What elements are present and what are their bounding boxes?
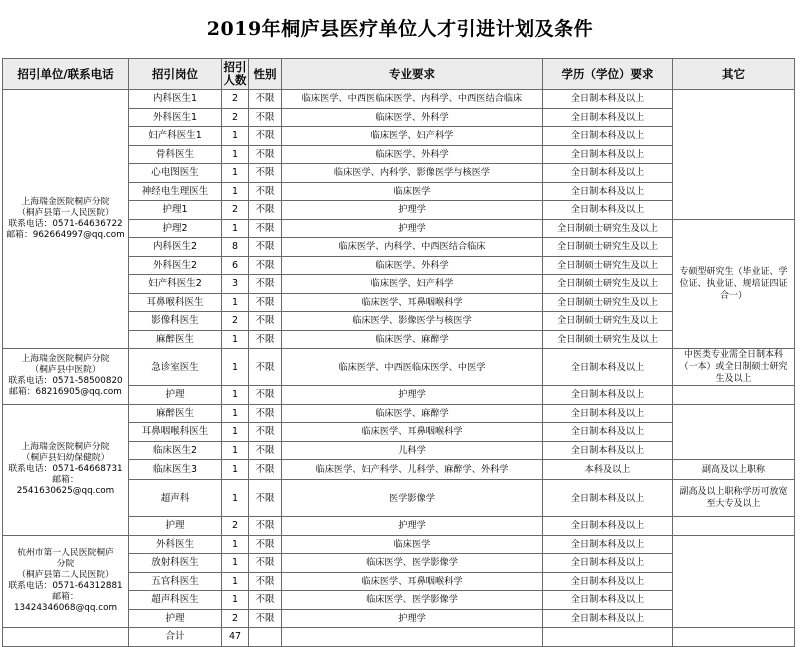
post-cell: 妇产科医生2 [129, 275, 222, 294]
edu-cell: 全日制本科及以上 [543, 517, 673, 536]
gender-cell: 不限 [249, 423, 282, 442]
gender-cell: 不限 [249, 404, 282, 423]
post-cell: 外科医生1 [129, 108, 222, 127]
other-cell [673, 535, 795, 628]
major-cell: 儿科学 [282, 441, 543, 460]
gender-cell: 不限 [249, 201, 282, 220]
post-cell: 护理2 [129, 219, 222, 238]
edu-cell: 全日制本科及以上 [543, 535, 673, 554]
post-cell: 急诊室医生 [129, 349, 222, 386]
gender-cell: 不限 [249, 164, 282, 183]
edu-cell: 全日制本科及以上 [543, 423, 673, 442]
gender-cell: 不限 [249, 535, 282, 554]
post-cell: 临床医生3 [129, 460, 222, 480]
gender-cell: 不限 [249, 256, 282, 275]
count-cell: 1 [222, 145, 249, 164]
post-cell: 内科医生1 [129, 90, 222, 109]
post-cell: 护理 [129, 609, 222, 628]
count-cell: 1 [222, 127, 249, 146]
post-cell: 超声科医生 [129, 591, 222, 610]
table-row [3, 535, 795, 554]
post-cell: 护理 [129, 517, 222, 536]
major-cell: 临床医学、中西医临床医学、中医学 [282, 349, 543, 386]
count-cell: 1 [222, 591, 249, 610]
count-cell: 2 [222, 90, 249, 109]
post-cell: 心电图医生 [129, 164, 222, 183]
count-cell: 1 [222, 164, 249, 183]
gender-cell: 不限 [249, 275, 282, 294]
count-cell: 1 [222, 554, 249, 573]
gender-cell: 不限 [249, 330, 282, 349]
recruitment-table [2, 58, 795, 647]
major-cell: 护理学 [282, 517, 543, 536]
major-cell: 临床医学、医学影像学 [282, 591, 543, 610]
edu-cell: 全日制本科及以上 [543, 441, 673, 460]
edu-cell: 全日制本科及以上 [543, 554, 673, 573]
major-cell: 护理学 [282, 609, 543, 628]
count-cell: 1 [222, 330, 249, 349]
table-row [3, 404, 795, 423]
count-cell: 1 [222, 480, 249, 517]
edu-cell: 全日制本科及以上 [543, 480, 673, 517]
gender-cell: 不限 [249, 609, 282, 628]
post-cell: 五官科医生 [129, 572, 222, 591]
total-label: 合计 [129, 628, 222, 647]
edu-cell: 全日制本科及以上 [543, 404, 673, 423]
gender-cell: 不限 [249, 386, 282, 405]
other-cell [673, 404, 795, 460]
post-cell: 超声科 [129, 480, 222, 517]
gender-cell: 不限 [249, 517, 282, 536]
edu-cell: 全日制本科及以上 [543, 572, 673, 591]
major-cell: 临床医学、麻醉学 [282, 330, 543, 349]
count-cell: 1 [222, 386, 249, 405]
post-cell: 临床医生2 [129, 441, 222, 460]
count-cell: 1 [222, 293, 249, 312]
edu-cell: 全日制本科及以上 [543, 145, 673, 164]
unit-cell: 杭州市第一人民医院桐庐 分院 （桐庐县第二人民医院） 联系电话：0571-64312881 邮箱：13424346068@qq.com [3, 535, 129, 628]
post-cell: 骨科医生 [129, 145, 222, 164]
edu-cell: 全日制本科及以上 [543, 591, 673, 610]
other-cell: 专硕型研究生（毕业证、学 位证、执业证、规培证四证 合一） [673, 219, 795, 349]
edu-cell: 全日制硕士研究生及以上 [543, 256, 673, 275]
count-cell: 6 [222, 256, 249, 275]
count-cell: 3 [222, 275, 249, 294]
post-cell: 外科医生 [129, 535, 222, 554]
gender-cell: 不限 [249, 591, 282, 610]
count-cell: 2 [222, 108, 249, 127]
post-cell: 护理 [129, 386, 222, 405]
count-cell: 1 [222, 572, 249, 591]
count-cell: 1 [222, 535, 249, 554]
header-unit: 招引单位/联系电话 [3, 59, 129, 90]
edu-cell: 全日制本科及以上 [543, 386, 673, 405]
gender-cell: 不限 [249, 108, 282, 127]
other-cell [673, 90, 795, 220]
edu-cell: 全日制本科及以上 [543, 182, 673, 201]
count-cell: 1 [222, 423, 249, 442]
gender-cell: 不限 [249, 219, 282, 238]
gender-cell: 不限 [249, 349, 282, 386]
post-cell: 放射科医生 [129, 554, 222, 573]
unit-cell: 上海瑞金医院桐庐分院 （桐庐县中医院） 联系电话：0571-58500820 邮箱：68216905@qq.com [3, 349, 129, 405]
header-other: 其它 [673, 59, 795, 90]
header-major: 专业要求 [282, 59, 543, 90]
header-gender: 性别 [249, 59, 282, 90]
gender-cell: 不限 [249, 145, 282, 164]
post-cell: 神经电生理医生 [129, 182, 222, 201]
gender-cell: 不限 [249, 238, 282, 257]
table-row [3, 349, 795, 386]
count-cell: 8 [222, 238, 249, 257]
major-cell: 临床医学、中西医临床医学、内科学、中西医结合临床 [282, 90, 543, 109]
header-count: 招引人数 [222, 59, 249, 90]
major-cell: 临床医学 [282, 535, 543, 554]
count-cell: 2 [222, 312, 249, 331]
count-cell: 1 [222, 182, 249, 201]
major-cell: 临床医学、麻醉学 [282, 404, 543, 423]
count-cell: 1 [222, 460, 249, 480]
count-cell: 1 [222, 349, 249, 386]
major-cell: 临床医学、内科学、影像医学与核医学 [282, 164, 543, 183]
major-cell: 护理学 [282, 386, 543, 405]
post-cell: 护理1 [129, 201, 222, 220]
edu-cell: 全日制硕士研究生及以上 [543, 312, 673, 331]
unit-cell: 上海瑞金医院桐庐分院 （桐庐县第一人民医院） 联系电话：0571-64636722 邮箱：962664997@qq.com [3, 90, 129, 349]
header-post: 招引岗位 [129, 59, 222, 90]
edu-cell: 全日制本科及以上 [543, 108, 673, 127]
other-cell [673, 517, 795, 536]
post-cell: 麻醉医生 [129, 330, 222, 349]
major-cell: 临床医学、耳鼻咽喉科学 [282, 423, 543, 442]
post-cell: 耳鼻喉科医生 [129, 293, 222, 312]
other-cell [673, 386, 795, 405]
gender-cell: 不限 [249, 182, 282, 201]
major-cell: 临床医学、妇产科学、儿科学、麻醉学、外科学 [282, 460, 543, 480]
gender-cell: 不限 [249, 127, 282, 146]
page-title: 2019年桐庐县医疗单位人才引进计划及条件 [206, 18, 594, 40]
major-cell: 护理学 [282, 201, 543, 220]
major-cell: 临床医学、妇产科学 [282, 127, 543, 146]
gender-cell: 不限 [249, 90, 282, 109]
gender-cell: 不限 [249, 480, 282, 517]
count-cell: 2 [222, 517, 249, 536]
table-row [3, 90, 795, 109]
edu-cell: 全日制硕士研究生及以上 [543, 219, 673, 238]
edu-cell: 全日制硕士研究生及以上 [543, 238, 673, 257]
count-cell: 2 [222, 609, 249, 628]
other-cell: 副高及以上职称学历可放宽 至大专及以上 [673, 480, 795, 517]
major-cell: 临床医学、耳鼻咽喉科学 [282, 572, 543, 591]
count-cell: 2 [222, 201, 249, 220]
edu-cell: 全日制硕士研究生及以上 [543, 330, 673, 349]
major-cell: 临床医学、影像医学与核医学 [282, 312, 543, 331]
post-cell: 耳鼻咽喉科医生 [129, 423, 222, 442]
edu-cell: 全日制本科及以上 [543, 164, 673, 183]
gender-cell: 不限 [249, 293, 282, 312]
major-cell: 护理学 [282, 219, 543, 238]
major-cell: 临床医学、外科学 [282, 108, 543, 127]
major-cell: 临床医学、外科学 [282, 145, 543, 164]
gender-cell: 不限 [249, 312, 282, 331]
count-cell: 1 [222, 404, 249, 423]
edu-cell: 全日制硕士研究生及以上 [543, 293, 673, 312]
post-cell: 麻醉医生 [129, 404, 222, 423]
gender-cell: 不限 [249, 572, 282, 591]
major-cell: 临床医学、内科学、中西医结合临床 [282, 238, 543, 257]
header-row [3, 59, 795, 90]
edu-cell: 全日制硕士研究生及以上 [543, 275, 673, 294]
major-cell: 医学影像学 [282, 480, 543, 517]
count-cell: 1 [222, 441, 249, 460]
major-cell: 临床医学、耳鼻咽喉科学 [282, 293, 543, 312]
header-edu: 学历（学位）要求 [543, 59, 673, 90]
count-cell: 1 [222, 219, 249, 238]
other-cell: 副高及以上职称 [673, 460, 795, 480]
edu-cell: 全日制本科及以上 [543, 127, 673, 146]
major-cell: 临床医学、外科学 [282, 256, 543, 275]
gender-cell: 不限 [249, 554, 282, 573]
edu-cell: 本科及以上 [543, 460, 673, 480]
post-cell: 影像科医生 [129, 312, 222, 331]
post-cell: 内科医生2 [129, 238, 222, 257]
major-cell: 临床医学、妇产科学 [282, 275, 543, 294]
post-cell: 外科医生2 [129, 256, 222, 275]
other-cell: 中医类专业需全日制本科 （一本）或全日制硕士研究 生及以上 [673, 349, 795, 386]
post-cell: 妇产科医生1 [129, 127, 222, 146]
major-cell: 临床医学 [282, 182, 543, 201]
gender-cell: 不限 [249, 441, 282, 460]
total-count: 47 [222, 628, 249, 647]
edu-cell: 全日制本科及以上 [543, 349, 673, 386]
edu-cell: 全日制本科及以上 [543, 90, 673, 109]
edu-cell: 全日制本科及以上 [543, 609, 673, 628]
unit-cell: 上海瑞金医院桐庐分院 （桐庐县妇幼保健院） 联系电话：0571-64668731 邮箱：2541630625@qq.com [3, 404, 129, 535]
edu-cell: 全日制本科及以上 [543, 201, 673, 220]
major-cell: 临床医学、医学影像学 [282, 554, 543, 573]
gender-cell: 不限 [249, 460, 282, 480]
